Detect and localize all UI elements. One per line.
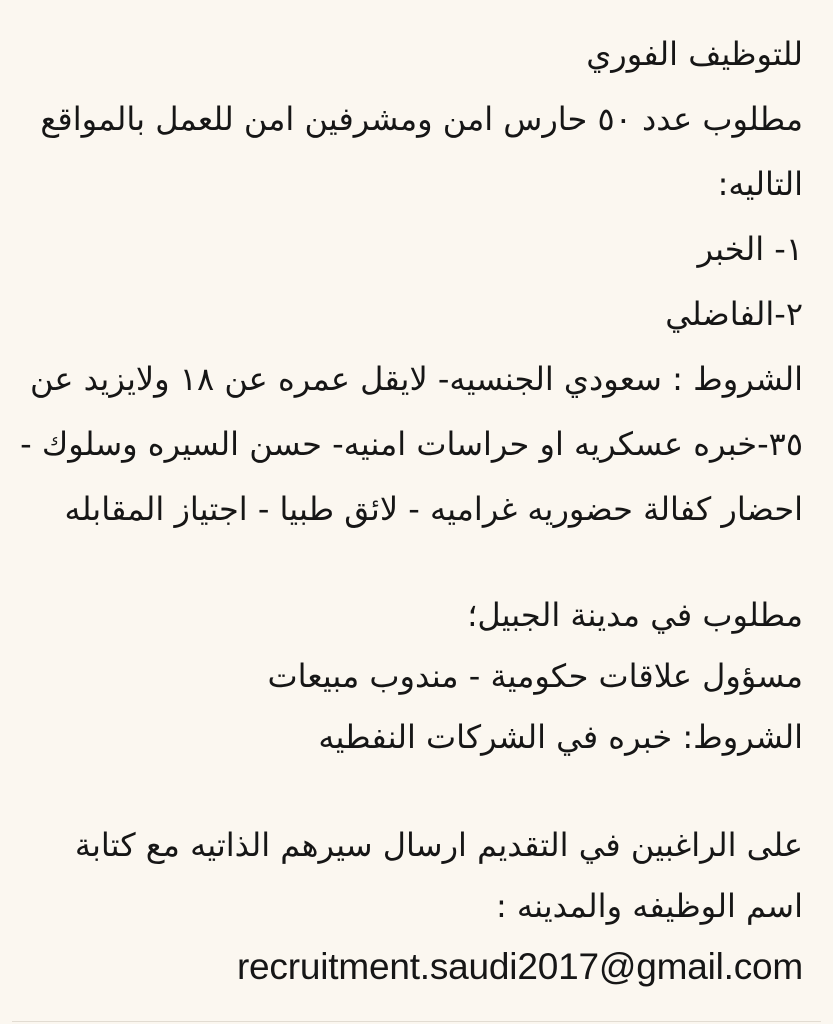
location-item-fadhili: ٢-الفاضلي [665,295,803,333]
jubail-positions: مسؤول علاقات حكومية - مندوب مبيعات [267,657,803,695]
location-item-khobar: ١- الخبر [697,230,803,268]
conditions-line-2: ٣٥-خبره عسكريه او حراسات امنيه- حسن السيره وسلوك - [20,425,803,463]
security-guards-line: مطلوب عدد ٥٠ حارس امن ومشرفين امن للعمل بالمواقع [40,100,803,138]
heading-immediate-hiring: للتوظيف الفوري [586,35,803,73]
conditions-line-1: الشروط : سعودي الجنسيه- لايقل عمره عن ١٨ ولايزيد عن [30,360,803,398]
conditions-line-3: احضار كفالة حضوريه غراميه - لائق طبيا - اجتياز المقابله [64,490,803,528]
apply-instructions-line-2: اسم الوظيفه والمدينه : [495,887,803,925]
jubail-conditions: الشروط: خبره في الشركات النفطيه [318,718,803,756]
contact-email[interactable]: recruitment.saudi2017@gmail.com [236,946,803,987]
bottom-divider [12,1021,821,1022]
locations-label: التاليه: [717,165,803,203]
jubail-heading: مطلوب في مدينة الجبيل؛ [467,596,803,634]
apply-instructions-line-1: على الراغبين في التقديم ارسال سيرهم الذاتيه مع كتابة [74,826,803,864]
